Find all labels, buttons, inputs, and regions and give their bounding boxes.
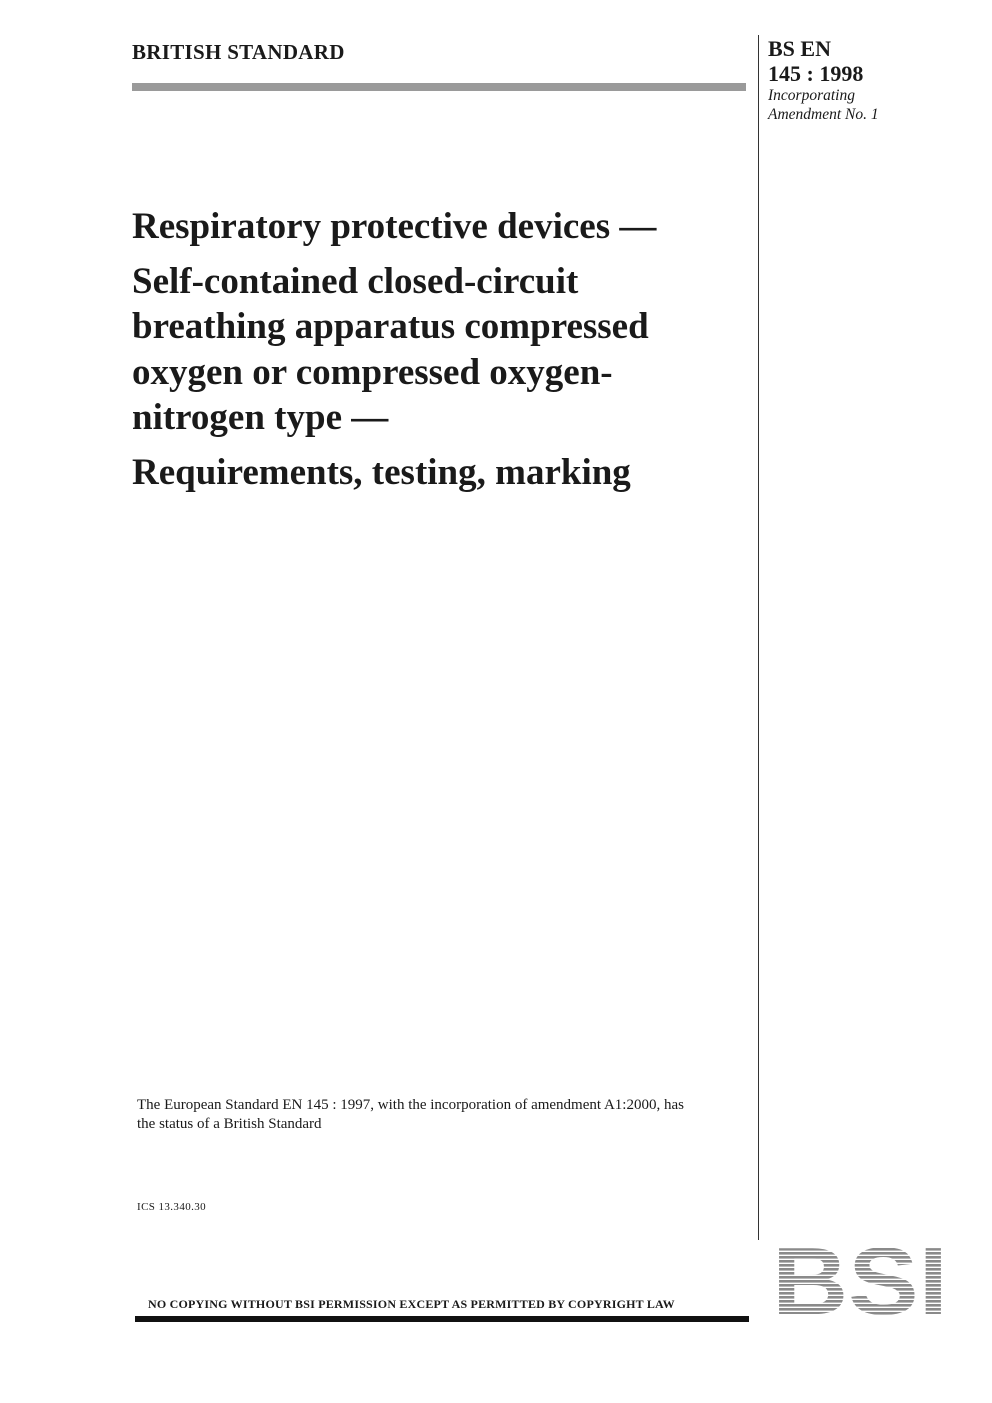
standard-number-line1: BS EN xyxy=(768,36,831,61)
header-label: BRITISH STANDARD xyxy=(132,40,345,64)
svg-text:BSI: BSI xyxy=(772,1240,948,1322)
bsi-logo-icon xyxy=(772,1240,948,1322)
title-part-3: Requirements, testing, marking xyxy=(132,451,631,493)
ics-code: ICS 13.340.30 xyxy=(137,1201,207,1213)
footer-rule xyxy=(135,1316,749,1322)
amendment-line2: Amendment No. 1 xyxy=(768,106,879,123)
copyright-notice: NO COPYING WITHOUT BSI PERMISSION EXCEPT AS PERMITTED BY COPYRIGHT LAW xyxy=(148,1297,675,1311)
status-statement: The European Standard EN 145 : 1997, with the incorporation of amendment A1:2000, has the status of a British Standard xyxy=(137,1097,684,1132)
header-rule xyxy=(132,83,746,91)
document-title xyxy=(132,204,732,504)
title-part-1: Respiratory protective devices — xyxy=(132,206,657,247)
title-part-2: Self-contained closed-circuit breathing apparatus compressed oxygen or compressed oxygen-nitrogen type — xyxy=(132,260,649,438)
standard-number-line2: 145 : 1998 xyxy=(768,61,864,86)
amendment-line1: Incorporating xyxy=(768,87,855,104)
vertical-divider xyxy=(758,35,759,1240)
